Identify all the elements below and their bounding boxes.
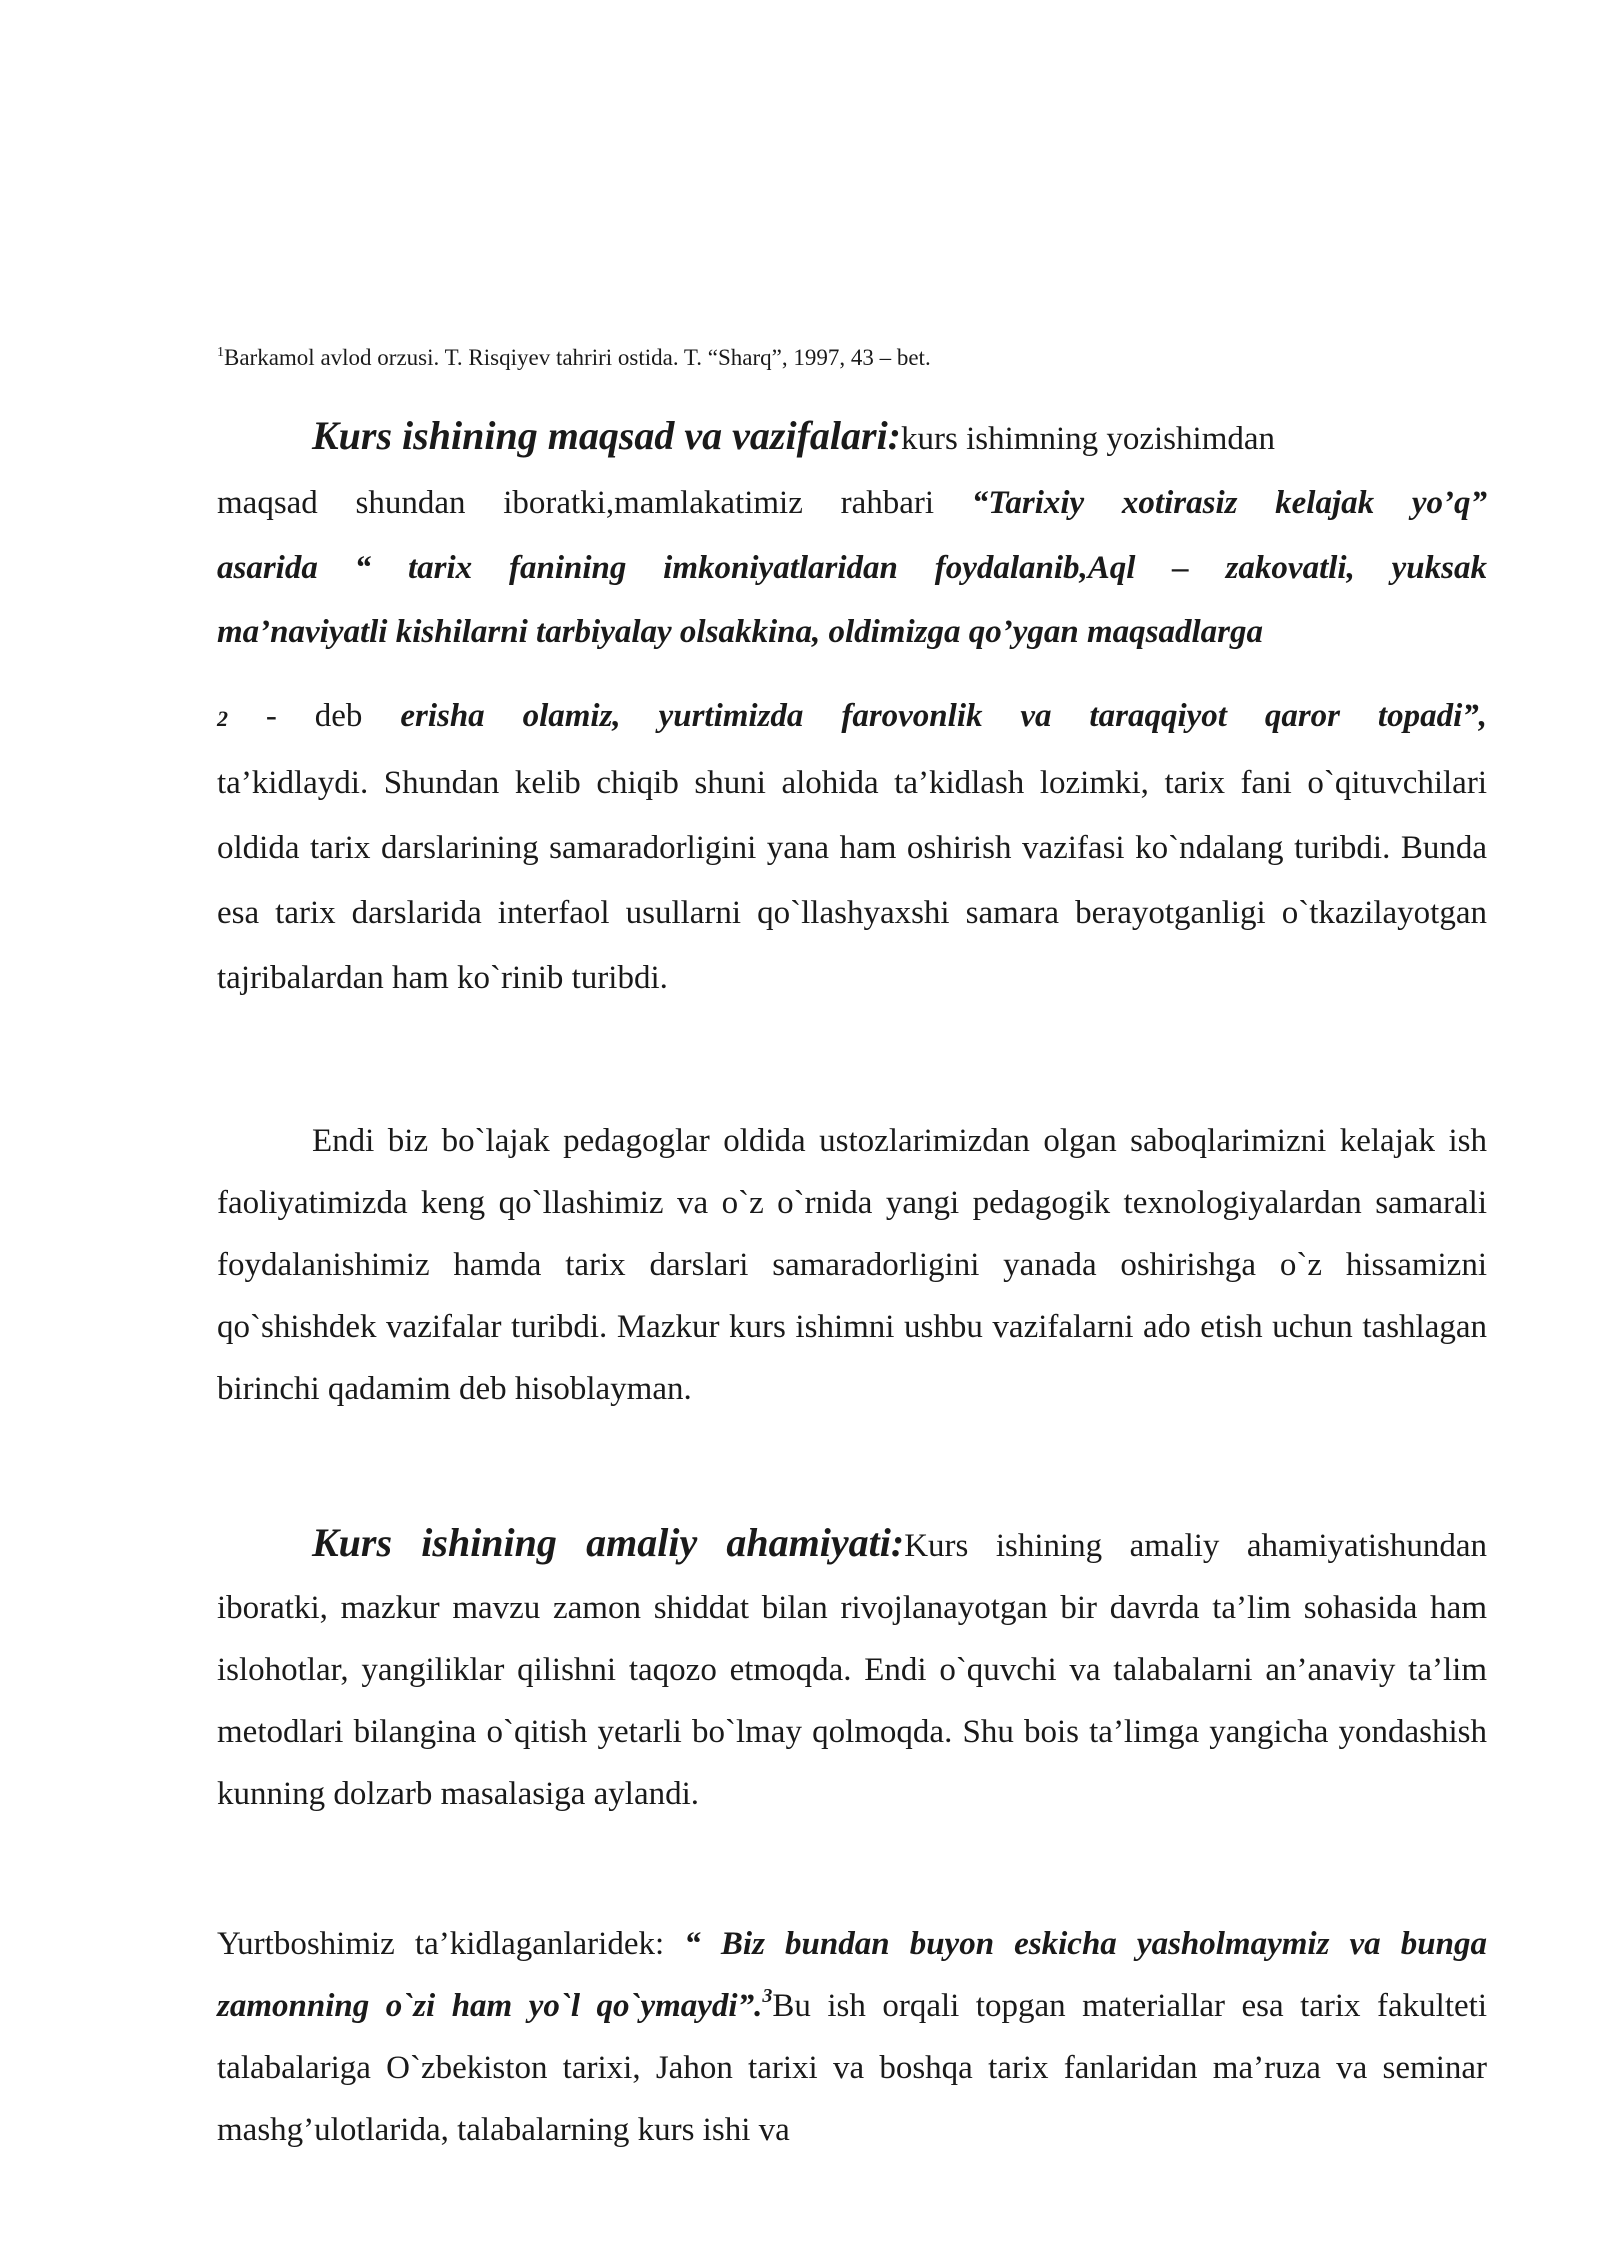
quote-intro: Yurtboshimiz ta’kidlaganlaridek: xyxy=(217,1926,685,1962)
paragraph-purpose xyxy=(217,405,1487,1011)
purpose-quote-end: erisha olamiz, yurtimizda farovonlik va taraqqiyot qaror topadi”, xyxy=(400,698,1487,734)
quote-paragraph-body: Bu ish orqali topgan materiallar esa tarix fakulteti talabalariga O`zbekiston tarixi, Jahon tarixi va boshqa tarix fanlaridan ma’ruza va seminar mashg’ulotlarida, talabalarning kurs ishi va xyxy=(217,1988,1487,2148)
purpose-line-3: asarida “ tarix fanining imkoniyatlaridan foydalanib,Aql – zakovatli, yuksak xyxy=(217,550,1487,586)
purpose-body: ta’kidlaydi. Shundan kelib chiqib shuni alohida ta’kidlash lozimki, tarix fani o`qituvchilari oldida tarix darslarining samaradorligini yana ham oshirish vazifasi ko`ndalang turibdi. Bunda esa tarix darslarida interfaol usullarni qo`llashyaxshi samara berayotganligi o`tkazilayotgan tajribalardan ham ko`rinib turibdi. xyxy=(217,765,1487,996)
paragraph-practical-body xyxy=(217,1512,1487,1825)
footnote-ref-2: 2 xyxy=(217,706,228,731)
purpose-line-5-text: - deb xyxy=(228,698,401,734)
footnote-number: 1 xyxy=(217,345,224,360)
paragraph-president-quote xyxy=(217,1913,1487,2161)
footnote-ref-3: 3 xyxy=(762,1985,773,2007)
purpose-first-line xyxy=(217,405,1487,470)
footnote xyxy=(217,338,1517,373)
purpose-line-2-text: maqsad shundan iboratki,mamlakatimiz rahbari xyxy=(217,485,972,521)
footnote-text: Barkamol avlod orzusi. T. Risqiyev tahriri ostida. T. “Sharq”, 1997, 43 – bet. xyxy=(224,345,931,370)
purpose-heading-continuation: kurs ishimning yozishimdan xyxy=(901,421,1276,457)
practical-heading-spacer: Kurs ishining amaliy ahamiyati: xyxy=(312,1520,905,1565)
practical-body-text: Kurs ishining amaliy ahamiyatishundan iboratki, mazkur mavzu zamon shiddat bilan rivojlanayotgan bir davrda ta’lim sohasida ham islohotlar, yangiliklar qilishni taqozo etmoqda. Endi o`quvchi va talabalarni an’anaviy ta’lim metodlari bilangina o`qitish yetarli bo`lmay qolmoqda. Shu bois ta’limga yangicha yondashish kunning dolzarb masalasiga aylandi. xyxy=(217,1528,1487,1812)
purpose-line-2 xyxy=(217,470,1487,536)
section-heading-purpose: Kurs ishining maqsad va vazifalari: xyxy=(312,413,902,458)
purpose-line-4: ma’naviyatli kishilarni tarbiyalay olsakkina, oldimizga qo’ygan maqsadlarga xyxy=(217,614,1263,650)
book-title-quote: “Tarixiy xotirasiz kelajak yo’q” xyxy=(971,485,1487,521)
purpose-line-5 xyxy=(217,684,1487,751)
president-quote: “ Biz bundan buyon eskicha yasholmaymiz va bunga zamonning o`zi ham yo`l qo`ymaydi”. xyxy=(217,1926,1487,2024)
paragraph-future-pedagogues: Endi biz bo`lajak pedagoglar oldida ustozlarimizdan olgan saboqlarimizni kelajak ish faoliyatimizda keng qo`llashimiz va o`z o`rnida yangi pedagogik texnologiyalardan samarali foydalanishimiz hamda tarix darslari samaradorligini yanada oshirishga o`z hissamizni qo`shishdek vazifalar turibdi. Mazkur kurs ishimni ushbu vazifalarni ado etish uchun tashlagan birinchi qadamim deb hisoblayman. xyxy=(217,1123,1487,1407)
